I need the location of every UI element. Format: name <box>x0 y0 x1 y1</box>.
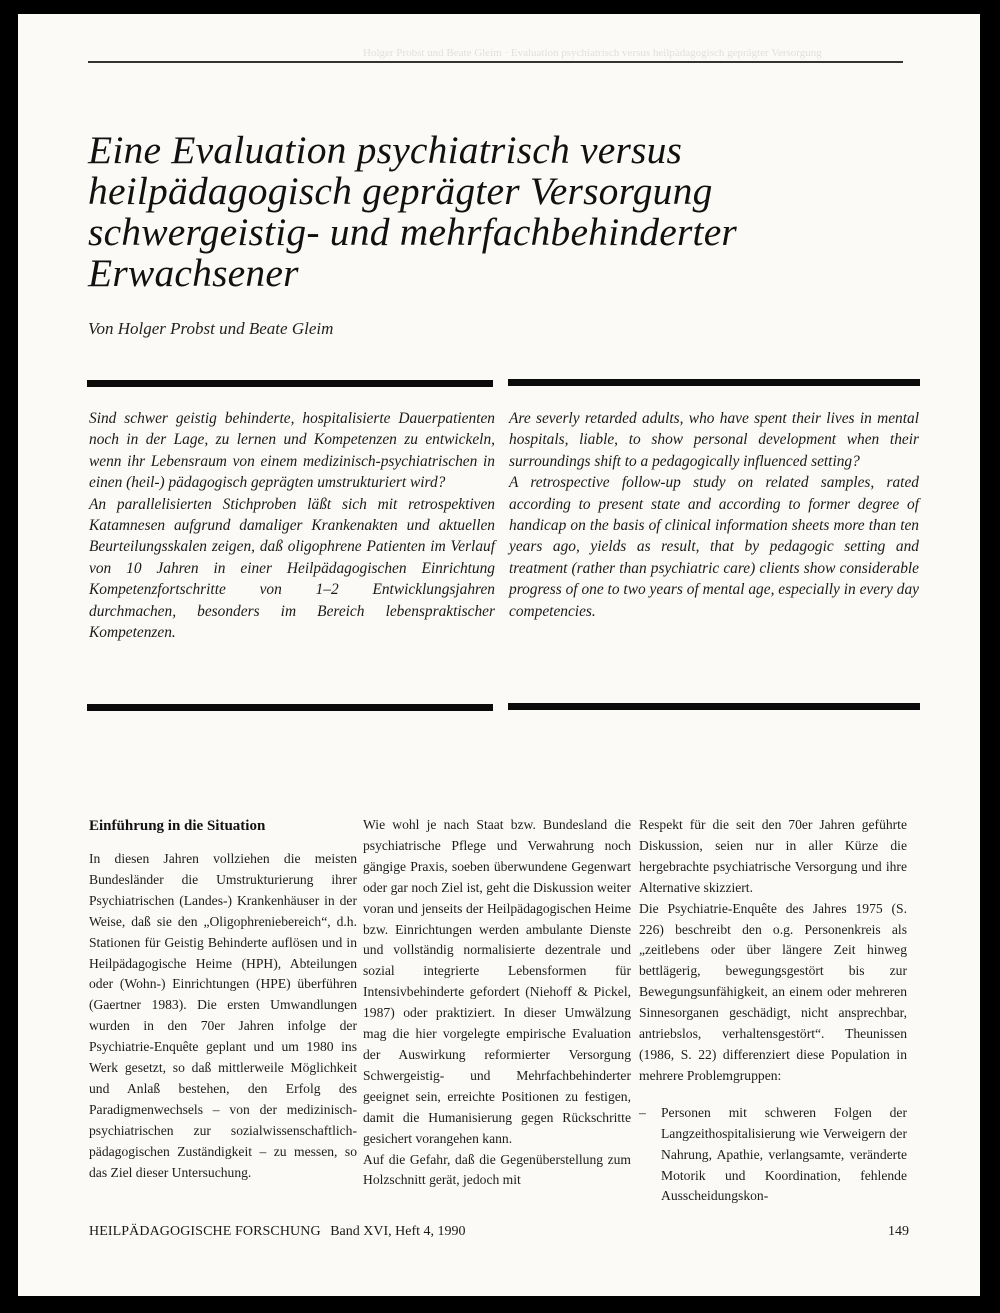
running-header-bleedthrough: Holger Probst und Beate Gleim · Evaluation psychiatrisch versus heilpädagogisch geprägter Versorgung <box>363 47 822 59</box>
title-line: heilpädagogisch geprägter Versorgung <box>88 169 713 213</box>
problem-group-list <box>639 1103 907 1208</box>
abstract-english <box>509 408 919 622</box>
dash-bullet-icon: – <box>639 1104 646 1120</box>
body-paragraph: Auf die Gefahr, daß die Gegenüberstellung zum Holzschnitt gerät, jedoch mit <box>363 1151 631 1188</box>
body-paragraph: Wie wohl je nach Staat bzw. Bundesland die psychiatrische Pflege und Verwahrung noch gängige Praxis, soeben überwundene Gegenwart oder gar noch Ziel ist, geht die Diskussion weiter voran und jenseits der Heilpädagogischen Heime bzw. Einrichtungen werden ambulante Dienste und vollständig normalisierte dezentrale und sozial integrierte Lebensformen für Intensivbehinderte gefordert (Niehoff & Pickel, 1987) oder praktiziert. In dieser Umwälzung mag die hier vorgelegte empirische Evaluation der Auswirkung reformierter Versorgung Schwergeistig- und Mehrfachbehinderter geeignet sein, erreichte Positionen zu festigen, damit die Humanisierung gegen Rückschritte gesichert vorangehen kann. <box>363 817 631 1146</box>
body-paragraph: In diesen Jahren vollziehen die meisten Bundesländer die Umstrukturierung ihrer Psychiatrischen (Landes-) Krankenhäuser in der Weise, daß sie den „Oligophreniebereich“, d.h. Stationen für Geistig Behinderte auflösen und in Heilpädagogische Heime (HPH), Abteilungen oder (Wohn-) Einrichtungen (HPE) überführen (Gaertner 1983). Die ersten Umwandlungen wurden in den 70er Jahren infolge der Psychiatrie-Enquête geplant und um 1980 ins Werk gesetzt, so daß mittlerweile Möglichkeit und Anlaß bestehen, den Erfolg des Paradigmenwechsels – von der medizinisch-psychiatrischen zur sozialwissenschaftlich-pädagogischen Zuständigkeit – zu messen, so das Ziel dieser Untersuchung. <box>89 851 357 1180</box>
body-column-3 <box>639 815 907 1207</box>
abstract-bottom-rule-left <box>87 704 493 711</box>
abstract-paragraph: A retrospective follow-up study on related samples, rated according to present state and according to former degree of handicap on the basis of clinical information sheets more than ten years ago, yields as result, that by pedagogic setting and treatment (rather than psychiatric care) clients show considerable progress of one to two years of mental age, especially in every day competencies. <box>509 474 919 620</box>
journal-name: HEILPÄDAGOGISCHE FORSCHUNG <box>89 1224 321 1239</box>
journal-page <box>18 14 980 1296</box>
body-paragraph: Die Psychiatrie-Enquête des Jahres 1975 (S. 226) beschreibt den o.g. Personenkreis als „zeitlebens oder über längere Zeit hinweg bettlägerig, bewegungsgestört bis zur Bewegungsunfähigkeit, an einem oder mehreren Sinnesorganen geschädigt, nicht ansprechbar, antriebslos, verhaltensgestört“. Theunissen (1986, S. 22) differenziert diese Population in mehrere Problemgruppen: <box>639 900 907 1083</box>
top-rule <box>88 61 903 63</box>
list-item-text: Personen mit schweren Folgen der Langzeithospitalisierung wie Verweigern der Nahrung, Apathie, verlangsamte, veränderte Motorik und Koordination, fehlende Ausscheidungskon- <box>661 1104 907 1204</box>
section-heading: Einführung in die Situation <box>89 818 266 834</box>
body-paragraph: Respekt für die seit den 70er Jahren geführte Diskussion, seien nur in aller Kürze die hergebrachte psychiatrische Versorgung und ihre Alternative skizziert. <box>639 817 907 895</box>
body-column-1 <box>89 815 357 1184</box>
page-footer <box>89 1224 909 1240</box>
title-line: Eine Evaluation psychiatrisch versus <box>88 128 683 172</box>
article-title <box>88 130 848 294</box>
abstract-paragraph: Sind schwer geistig behinderte, hospitalisierte Dauerpatienten noch in der Lage, zu lernen und Kompetenzen zu entwickeln, wenn ihr Lebensraum von einem medizinisch-psychiatrischen in einen (heil-) pädagogisch geprägten umstrukturiert wird? <box>89 410 495 492</box>
abstract-bottom-rule-right <box>508 703 920 710</box>
body-column-2 <box>363 815 631 1191</box>
title-line: schwergeistig- und mehrfachbehinderter <box>88 210 737 254</box>
title-line: Erwachsener <box>88 251 299 295</box>
abstract-paragraph: An parallelisierten Stichproben läßt sich mit retrospektiven Katamnesen aufgrund damaliger Krankenakten und aktuellen Beurteilungsskalen zeigen, daß oligophrene Patienten im Verlauf von 10 Jahren in einer Heilpädagogischen Einrichtung Kompetenzfortschritte von 1–2 Entwicklungsjahren durchmachen, besonders im Bereich lebenspraktischer Kompetenzen. <box>89 495 495 642</box>
page-number: 149 <box>888 1224 909 1239</box>
abstract-paragraph: Are severly retarded adults, who have spent their lives in mental hospitals, liable, to show personal development when their surroundings shift to a pedagogically influenced setting? <box>509 410 919 470</box>
journal-issue: Band XVI, Heft 4, 1990 <box>330 1224 466 1239</box>
abstract-top-rule-right <box>508 379 920 386</box>
article-authors: Von Holger Probst und Beate Gleim <box>88 319 334 338</box>
abstract-german <box>89 408 495 643</box>
abstract-top-rule-left <box>87 380 493 387</box>
list-item <box>639 1103 907 1208</box>
